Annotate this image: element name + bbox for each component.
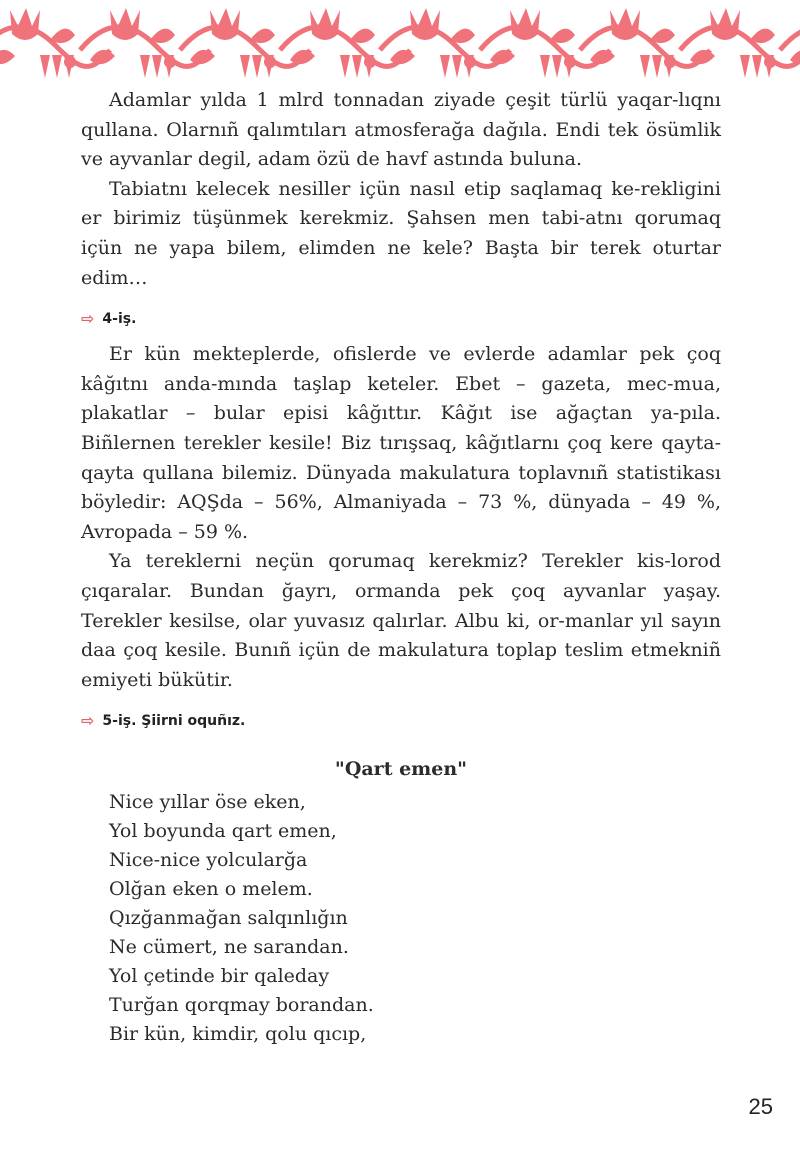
poem-line: Bir kün, kimdir, qolu qıcıp, xyxy=(109,1023,367,1046)
poem-line: Yol boyunda qart emen, xyxy=(109,820,337,843)
poem-line: Nice yıllar öse eken, xyxy=(109,791,306,814)
task-4-heading xyxy=(81,309,721,328)
poem-line: Olğan eken o melem. xyxy=(109,878,313,901)
arrow-right-icon: ⇨ xyxy=(81,711,95,731)
task-4-label: 4-iş. xyxy=(102,310,137,327)
page-content xyxy=(81,86,721,1049)
paragraph: Er kün mekteplerde, ofislerde ve evlerde adamlar pek çoq kâğıtnı anda-mında taşlap keteler. Ebet – gazeta, mec-mua, plakatlar – bular episi kâğıttır. Kâğıt ise ağaçtan ya-pıla. Biñlernen terekler kesile! Biz tırışsaq, kâğıtlarnı çoq kere qayta-qayta qullana bilemiz. Dünyada makulatura toplavnıñ statistikası böyledir: AQŞda – 56%, Almaniyada – 73 %, dünyada – 49 %, Avropada – 59 %. xyxy=(81,343,721,543)
task-5-label: 5-iş. Şiirni oquñız. xyxy=(102,712,246,729)
poem-title: "Qart emen" xyxy=(334,758,468,781)
floral-border-ornament xyxy=(0,0,800,82)
poem-line: Qızğanmağan salqınlığın xyxy=(109,907,348,930)
paragraph: Tabiatnı kelecek nesiller içün nasıl etip saqlamaq ke-rekligini er birimiz tüşünmek kerekmiz. Şahsen men tabi-atnı qorumaq içün ne yapa bilem, elimden ne kele? Başta bir terek oturtar edim… xyxy=(81,177,721,289)
poem-line: Ne cümert, ne sarandan. xyxy=(109,936,349,959)
paragraph: Adamlar yılda 1 mlrd tonnadan ziyade çeşit türlü yaqar-lıqnı qullana. Olarnıñ qalımtıları atmosferağa dağıla. Endi tek ösümlik ve ayvanlar degil, adam özü de havf astında buluna. xyxy=(81,89,721,171)
poem-line: Turğan qorqmay borandan. xyxy=(109,994,374,1017)
page-number: 25 xyxy=(748,1094,773,1119)
paragraph: Ya tereklerni neçün qorumaq kerekmiz? Terekler kis-lorod çıqaralar. Bundan ğayrı, ormanda pek çoq ayvanlar yaşay. Terekler kesilse, olar yuvasız qalırlar. Albu ki, or-manlar yıl sayın daa çoq kesile. Bunıñ içün de makulatura toplap teslim etmekniñ emiyeti bükütir. xyxy=(81,550,721,691)
poem-line: Yol çetinde bir qaleday xyxy=(109,965,330,988)
arrow-right-icon: ⇨ xyxy=(81,309,95,329)
task-5-heading xyxy=(81,711,721,730)
poem-line: Nice-nice yolcularğa xyxy=(109,849,308,872)
poem-lines xyxy=(81,788,721,1049)
